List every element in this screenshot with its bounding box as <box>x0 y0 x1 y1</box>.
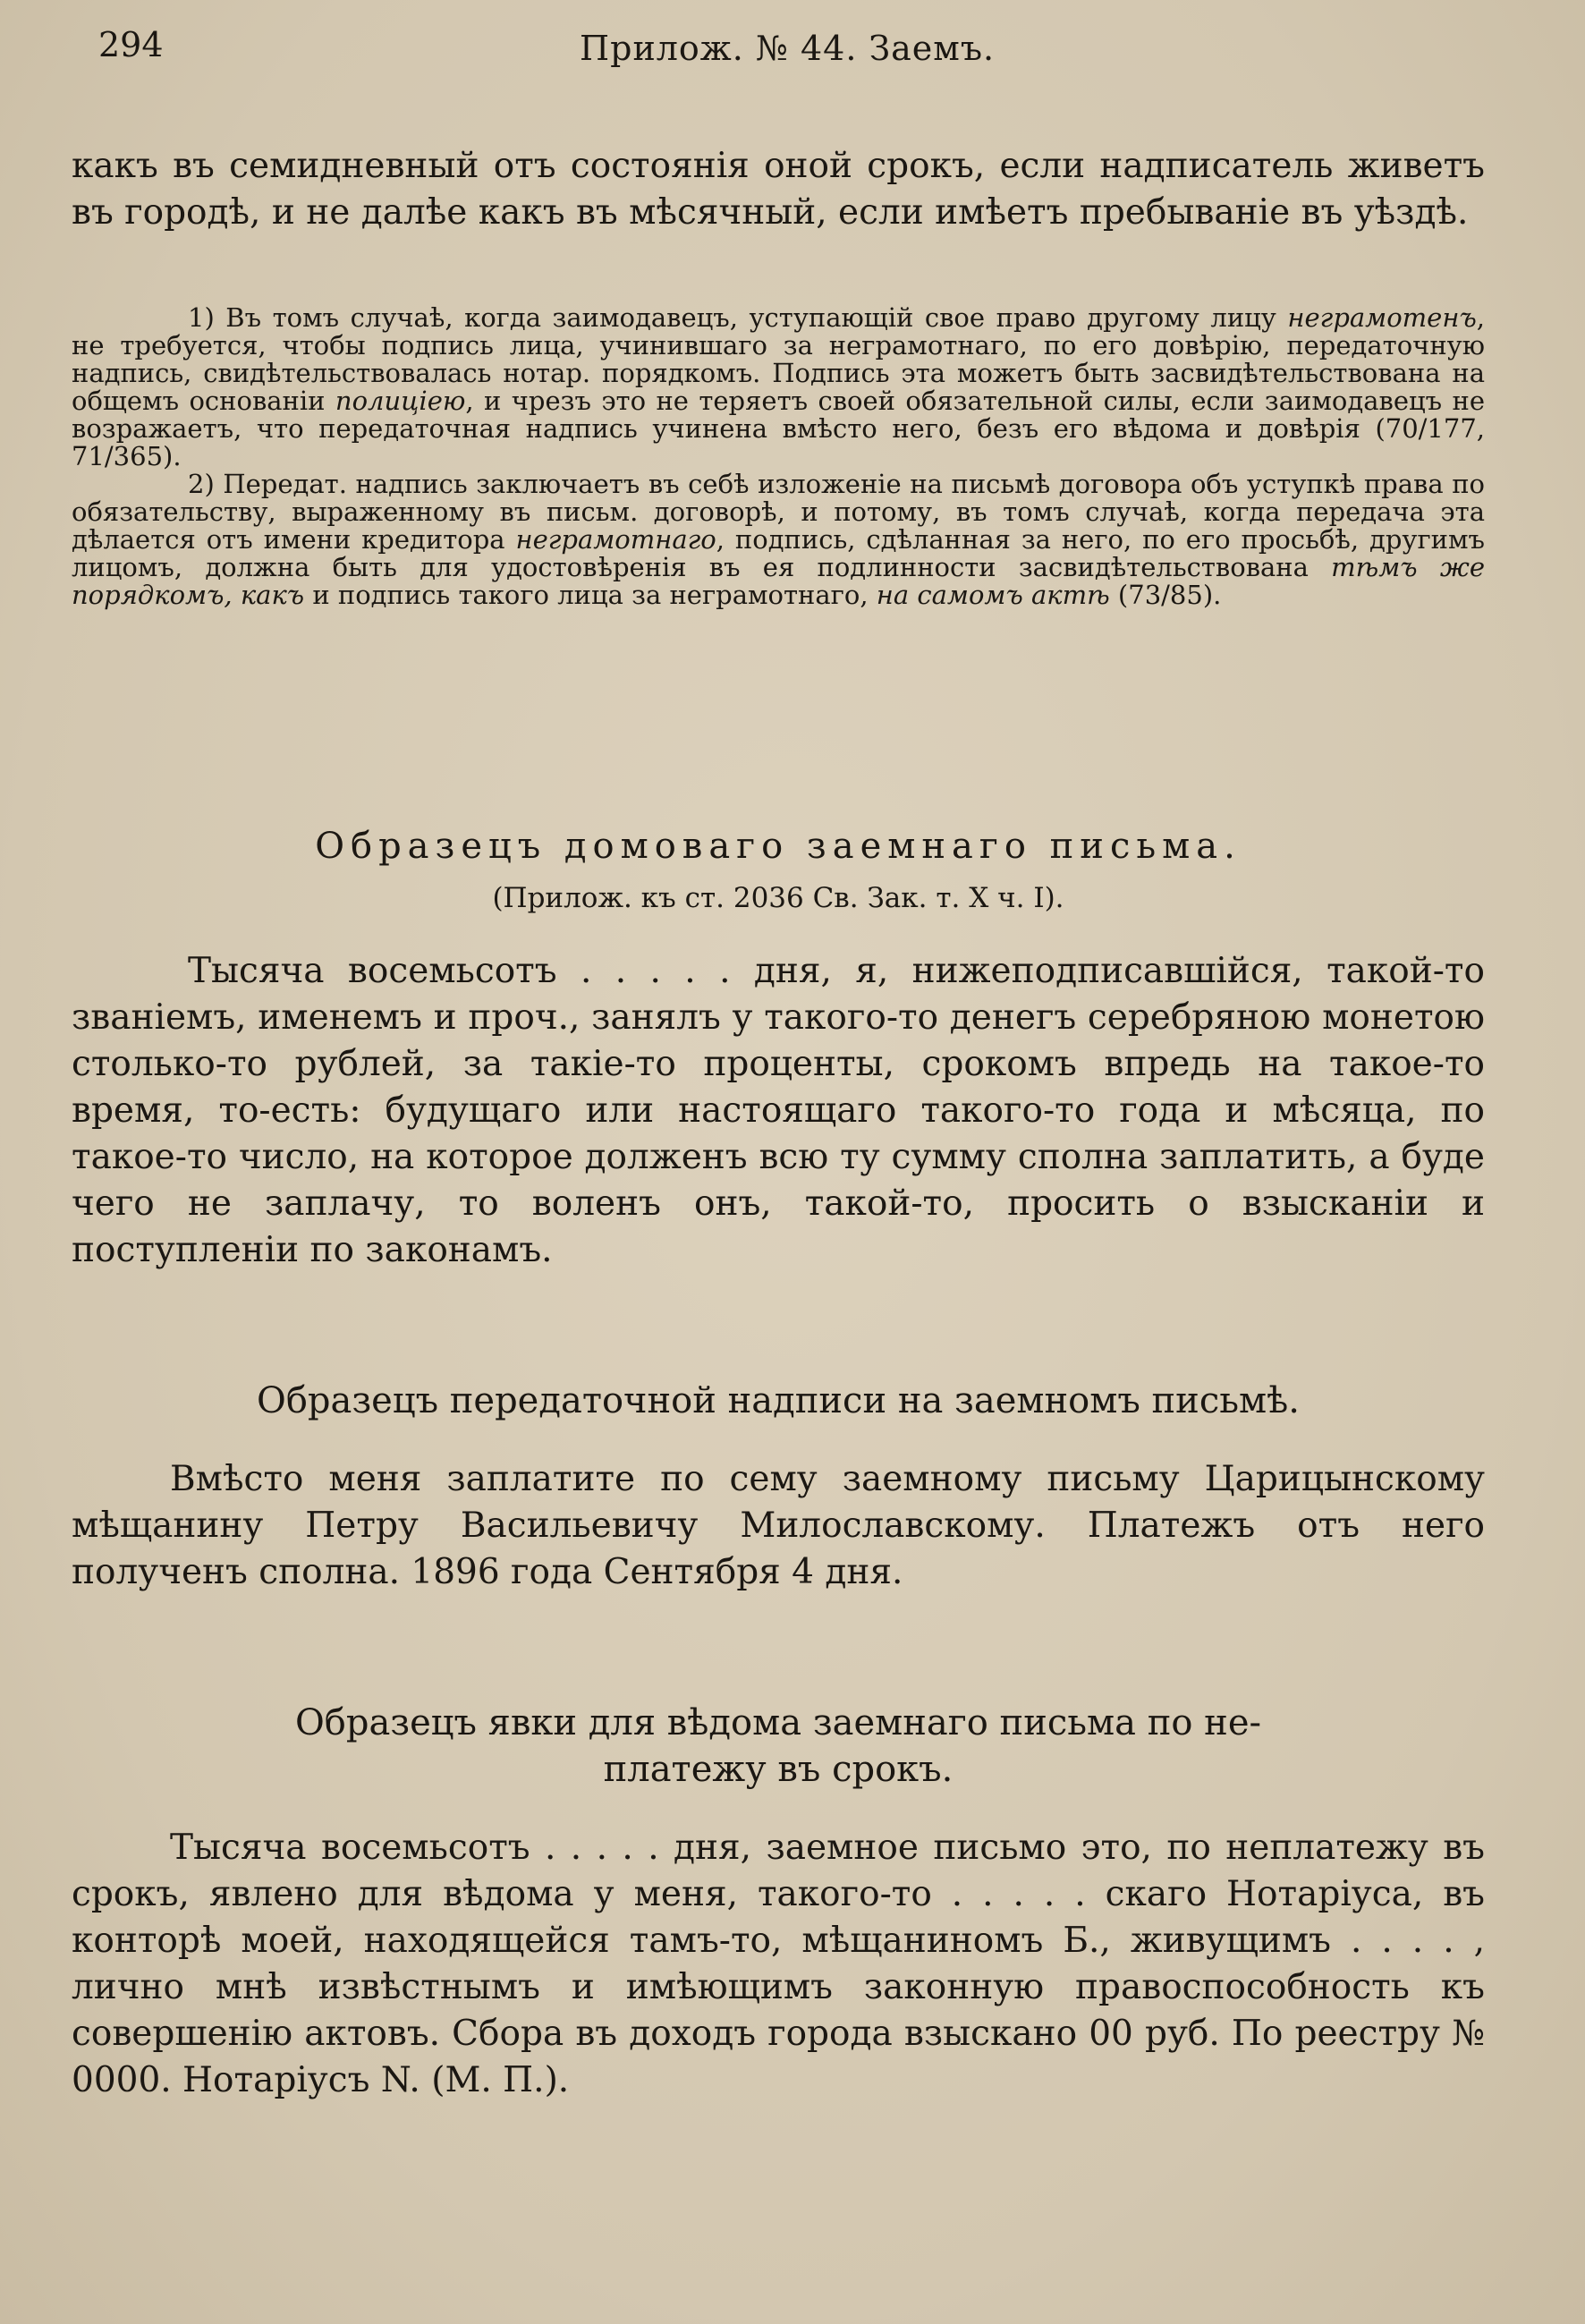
intro-block <box>72 143 1485 236</box>
section-1-body: Тысяча восемьсотъ . . . . . дня, я, нижеподписавшійся, такой-то званіемъ, именемъ и проч., занялъ у такого-то денегъ серебряною монетою столько-то рублей, за такіе-то проценты, срокомъ впредь на такое-то время, то-есть: будущаго или настоящаго такого-то года и мѣсяца, по такое-то число, на которое долженъ всю ту сумму сполна заплатить, а буде чего не заплачу, то воленъ онъ, такой-то, просить о взысканіи и поступленіи по законамъ. <box>72 951 1485 1270</box>
footnote-1-emph-2: полиціею <box>335 386 466 416</box>
section-1-subtitle: (Прилож. къ ст. 2036 Св. Зак. т. X ч. I). <box>492 882 1064 914</box>
section-protest-note <box>72 1700 1485 2104</box>
section-3-body: Тысяча восемьсотъ . . . . . дня, заемное письмо это, по неплатежу въ срокъ, явлено для вѣдома у меня, такого-то . . . . . скаго Нотаріуса, въ конторѣ моей, находящейся тамъ-то, мѣщаниномъ Б., живущимъ . . . . , лично мнѣ извѣстнымъ и имѣющимъ законную правоспособность къ совершенію актовъ. Сбора въ доходъ города взыскано 00 руб. По реестру № 0000. Нотаріусъ N. (М. П.). <box>72 1828 1485 2100</box>
intro-paragraph: какъ въ семидневный отъ состоянія оной срокъ, если надписатель живетъ въ городѣ, и не далѣе какъ въ мѣсячный, если имѣетъ пребываніе въ уѣздѣ. <box>72 146 1485 233</box>
page-header <box>98 25 1494 79</box>
section-3-title-line-2: платежу въ срокъ. <box>603 1749 954 1790</box>
footnote-2: 2) Передат. надпись заключаетъ въ себѣ изложеніе на письмѣ договора объ уступкѣ права по обязательству, выраженному въ письм. договорѣ, и потому, въ томъ случаѣ, когда передача эта дѣлается отъ имени кредитора неграмотнаго, подпись, сдѣланная за него, по его просьбѣ, другимъ лицомъ, должна быть для удостовѣренія въ ея подлинности засвидѣтельствована тѣмъ же порядкомъ, какъ и подпись такого лица за неграмотнаго, на самомъ актѣ (73/85). <box>72 469 1485 610</box>
section-2-title: Образецъ передаточной надписи на заемномъ письмѣ. <box>257 1380 1300 1421</box>
footnote-1: 1) Въ томъ случаѣ, когда заимодавецъ, уступающій свое право другому лицу неграмотенъ, не требуется, чтобы подпись лица, учинившаго за неграмотнаго, по его довѣрію, передаточную надпись, свидѣтельствовалась нотар. порядкомъ. Подпись эта можетъ быть засвидѣтельствована на общемъ основаніи полиціею, и чрезъ это не теряетъ своей обязательной силы, если заимодавецъ не возражаетъ, что передаточная надпись учинена вмѣсто него, безъ его вѣдома и довѣрія (70/177, 71/365). <box>72 302 1485 471</box>
page-number: 294 <box>98 25 164 64</box>
footnote-2-emph-2: тѣмъ же порядкомъ, какъ <box>72 552 1485 610</box>
section-1-title: Образецъ домоваго заемнаго письма. <box>315 826 1242 867</box>
footnote-1-emph-1: неграмотенъ <box>1287 302 1477 333</box>
running-title: Прилож. № 44. Заемъ. <box>580 29 996 68</box>
footnotes <box>72 304 1485 609</box>
footnote-2-emph-1: неграмотнаго <box>515 524 716 555</box>
section-3-title-line-1: Образецъ явки для вѣдома заемнаго письма по не- <box>294 1702 1262 1743</box>
footnote-2-emph-3: на самомъ актѣ <box>876 580 1110 610</box>
section-loan-letter <box>72 823 1485 1274</box>
section-2-body: Вмѣсто меня заплатите по сему заемному письму Царицынскому мѣщанину Петру Васильевичу Милославскому. Платежъ отъ него полученъ сполна. 1896 года Сентября 4 дня. <box>72 1459 1485 1592</box>
section-transfer-note <box>72 1378 1485 1596</box>
